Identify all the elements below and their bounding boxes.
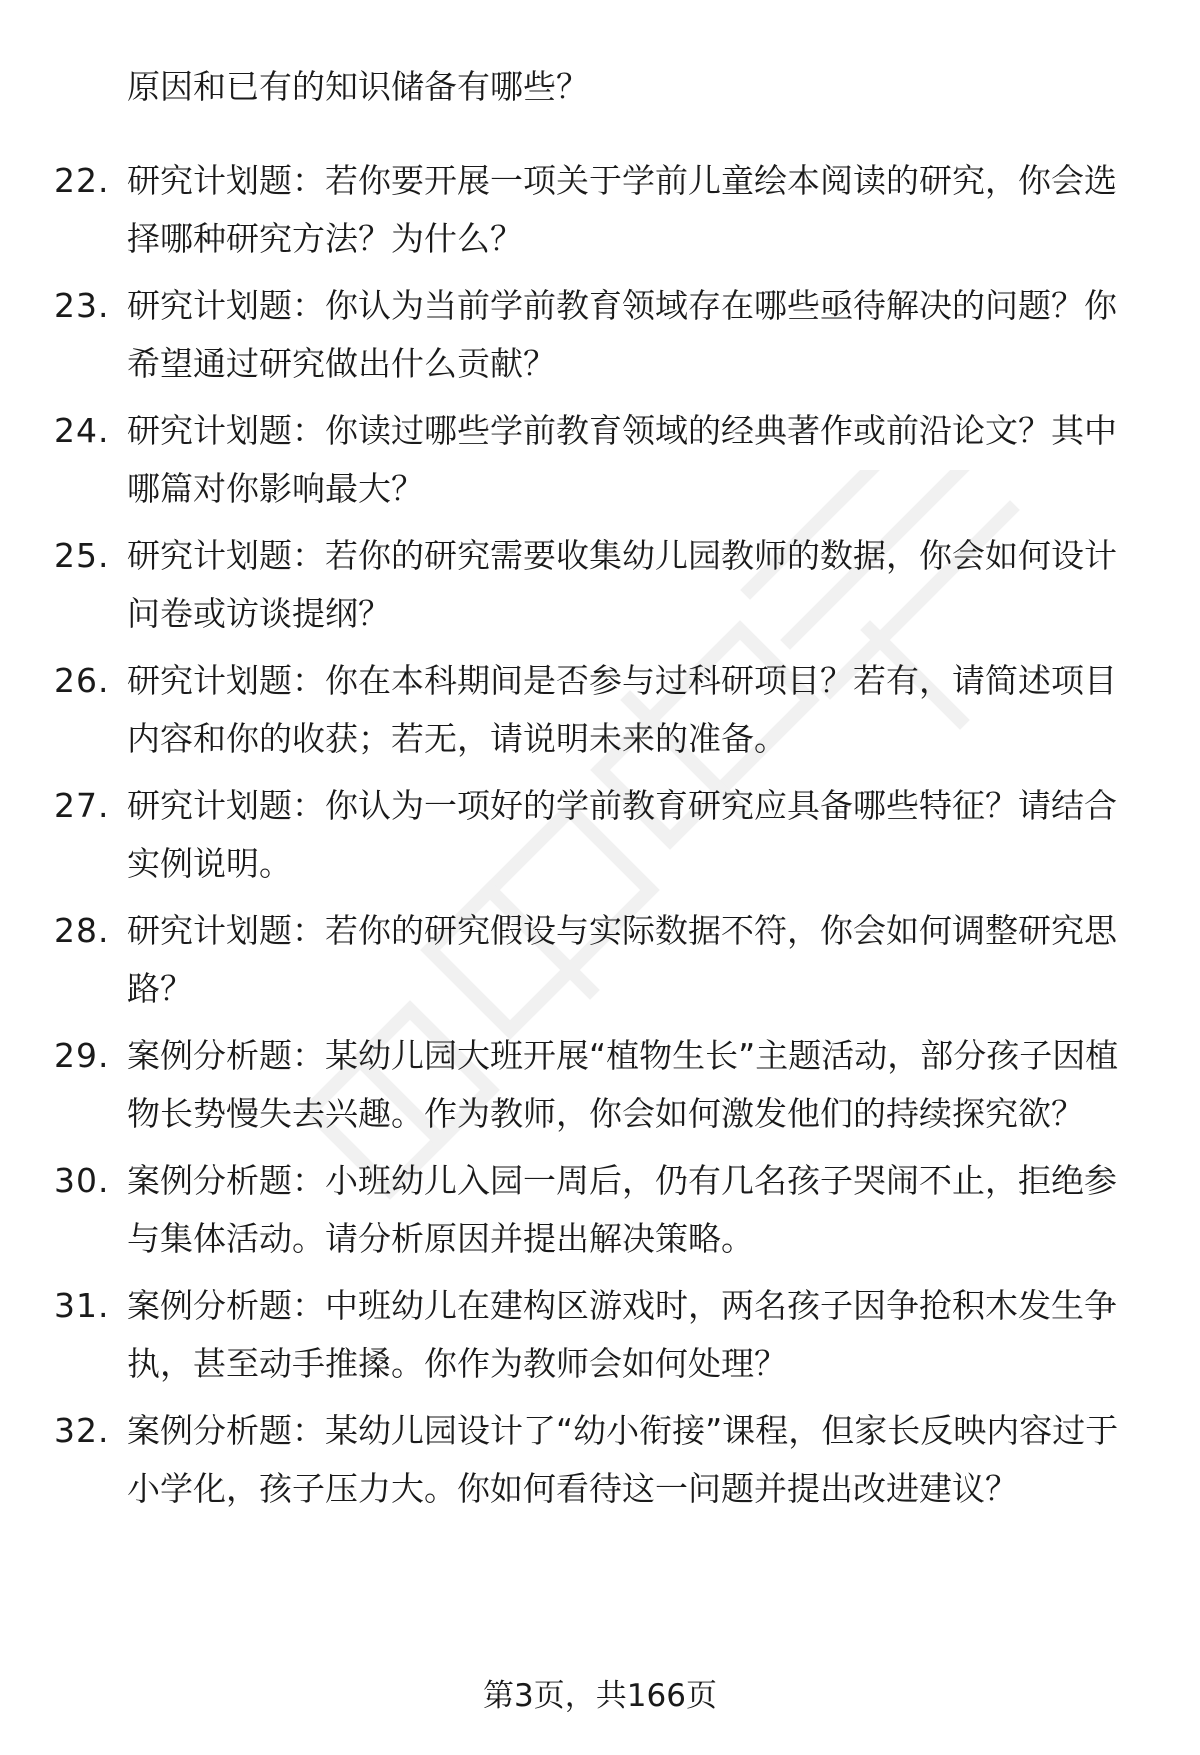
question-number: 28. xyxy=(54,911,110,950)
question-item xyxy=(0,777,1200,893)
question-number: 26. xyxy=(54,661,110,700)
question-number: 22. xyxy=(54,161,110,200)
question-item xyxy=(0,1402,1200,1518)
question-item xyxy=(0,277,1200,393)
question-number: 30. xyxy=(54,1161,110,1200)
continuation-text: 原因和已有的知识储备有哪些？ xyxy=(127,67,589,106)
question-item xyxy=(0,1152,1200,1268)
question-text: 案例分析题：小班幼儿入园一周后，仍有几名孩子哭闹不止，拒绝参与集体活动。请分析原因并提出解决策略。 xyxy=(127,1161,1117,1258)
question-item xyxy=(0,1277,1200,1393)
question-item xyxy=(0,902,1200,1018)
question-item xyxy=(0,1027,1200,1143)
question-text: 研究计划题：若你要开展一项关于学前儿童绘本阅读的研究，你会选择哪种研究方法？为什么？ xyxy=(127,161,1117,258)
question-number: 27. xyxy=(54,786,110,825)
question-number: 29. xyxy=(54,1036,110,1075)
question-number: 23. xyxy=(54,286,110,325)
question-text: 案例分析题：某幼儿园设计了“幼小衔接”课程，但家长反映内容过于小学化，孩子压力大。你如何看待这一问题并提出改进建议？ xyxy=(127,1411,1119,1508)
question-item xyxy=(0,402,1200,518)
question-text: 研究计划题：若你的研究需要收集幼儿园教师的数据，你会如何设计问卷或访谈提纲？ xyxy=(127,536,1117,633)
question-item xyxy=(0,652,1200,768)
question-text: 研究计划题：你认为一项好的学前教育研究应具备哪些特征？请结合实例说明。 xyxy=(127,786,1117,883)
question-number: 31. xyxy=(54,1286,110,1325)
question-text: 研究计划题：若你的研究假设与实际数据不符，你会如何调整研究思路？ xyxy=(127,911,1117,1008)
question-number: 32. xyxy=(54,1411,110,1450)
question-text: 案例分析题：某幼儿园大班开展“植物生长”主题活动，部分孩子因植物长势慢失去兴趣。作为教师，你会如何激发他们的持续探究欲？ xyxy=(127,1036,1119,1133)
question-item xyxy=(0,152,1200,268)
question-text: 研究计划题：你读过哪些学前教育领域的经典著作或前沿论文？其中哪篇对你影响最大？ xyxy=(127,411,1117,508)
question-text: 研究计划题：你认为当前学前教育领域存在哪些亟待解决的问题？你希望通过研究做出什么贡献？ xyxy=(127,286,1117,383)
question-text: 案例分析题：中班幼儿在建构区游戏时，两名孩子因争抢积木发生争执，甚至动手推搡。你作为教师会如何处理？ xyxy=(127,1286,1117,1383)
page-footer xyxy=(0,1676,1200,1716)
question-number: 25. xyxy=(54,536,110,575)
page-number-label: 第3页，共166页 xyxy=(483,1678,717,1714)
question-text: 研究计划题：你在本科期间是否参与过科研项目？若有，请简述项目内容和你的收获；若无，请说明未来的准备。 xyxy=(127,661,1117,758)
question-list xyxy=(0,152,1200,1518)
question-number: 24. xyxy=(54,411,110,450)
question-item xyxy=(0,527,1200,643)
